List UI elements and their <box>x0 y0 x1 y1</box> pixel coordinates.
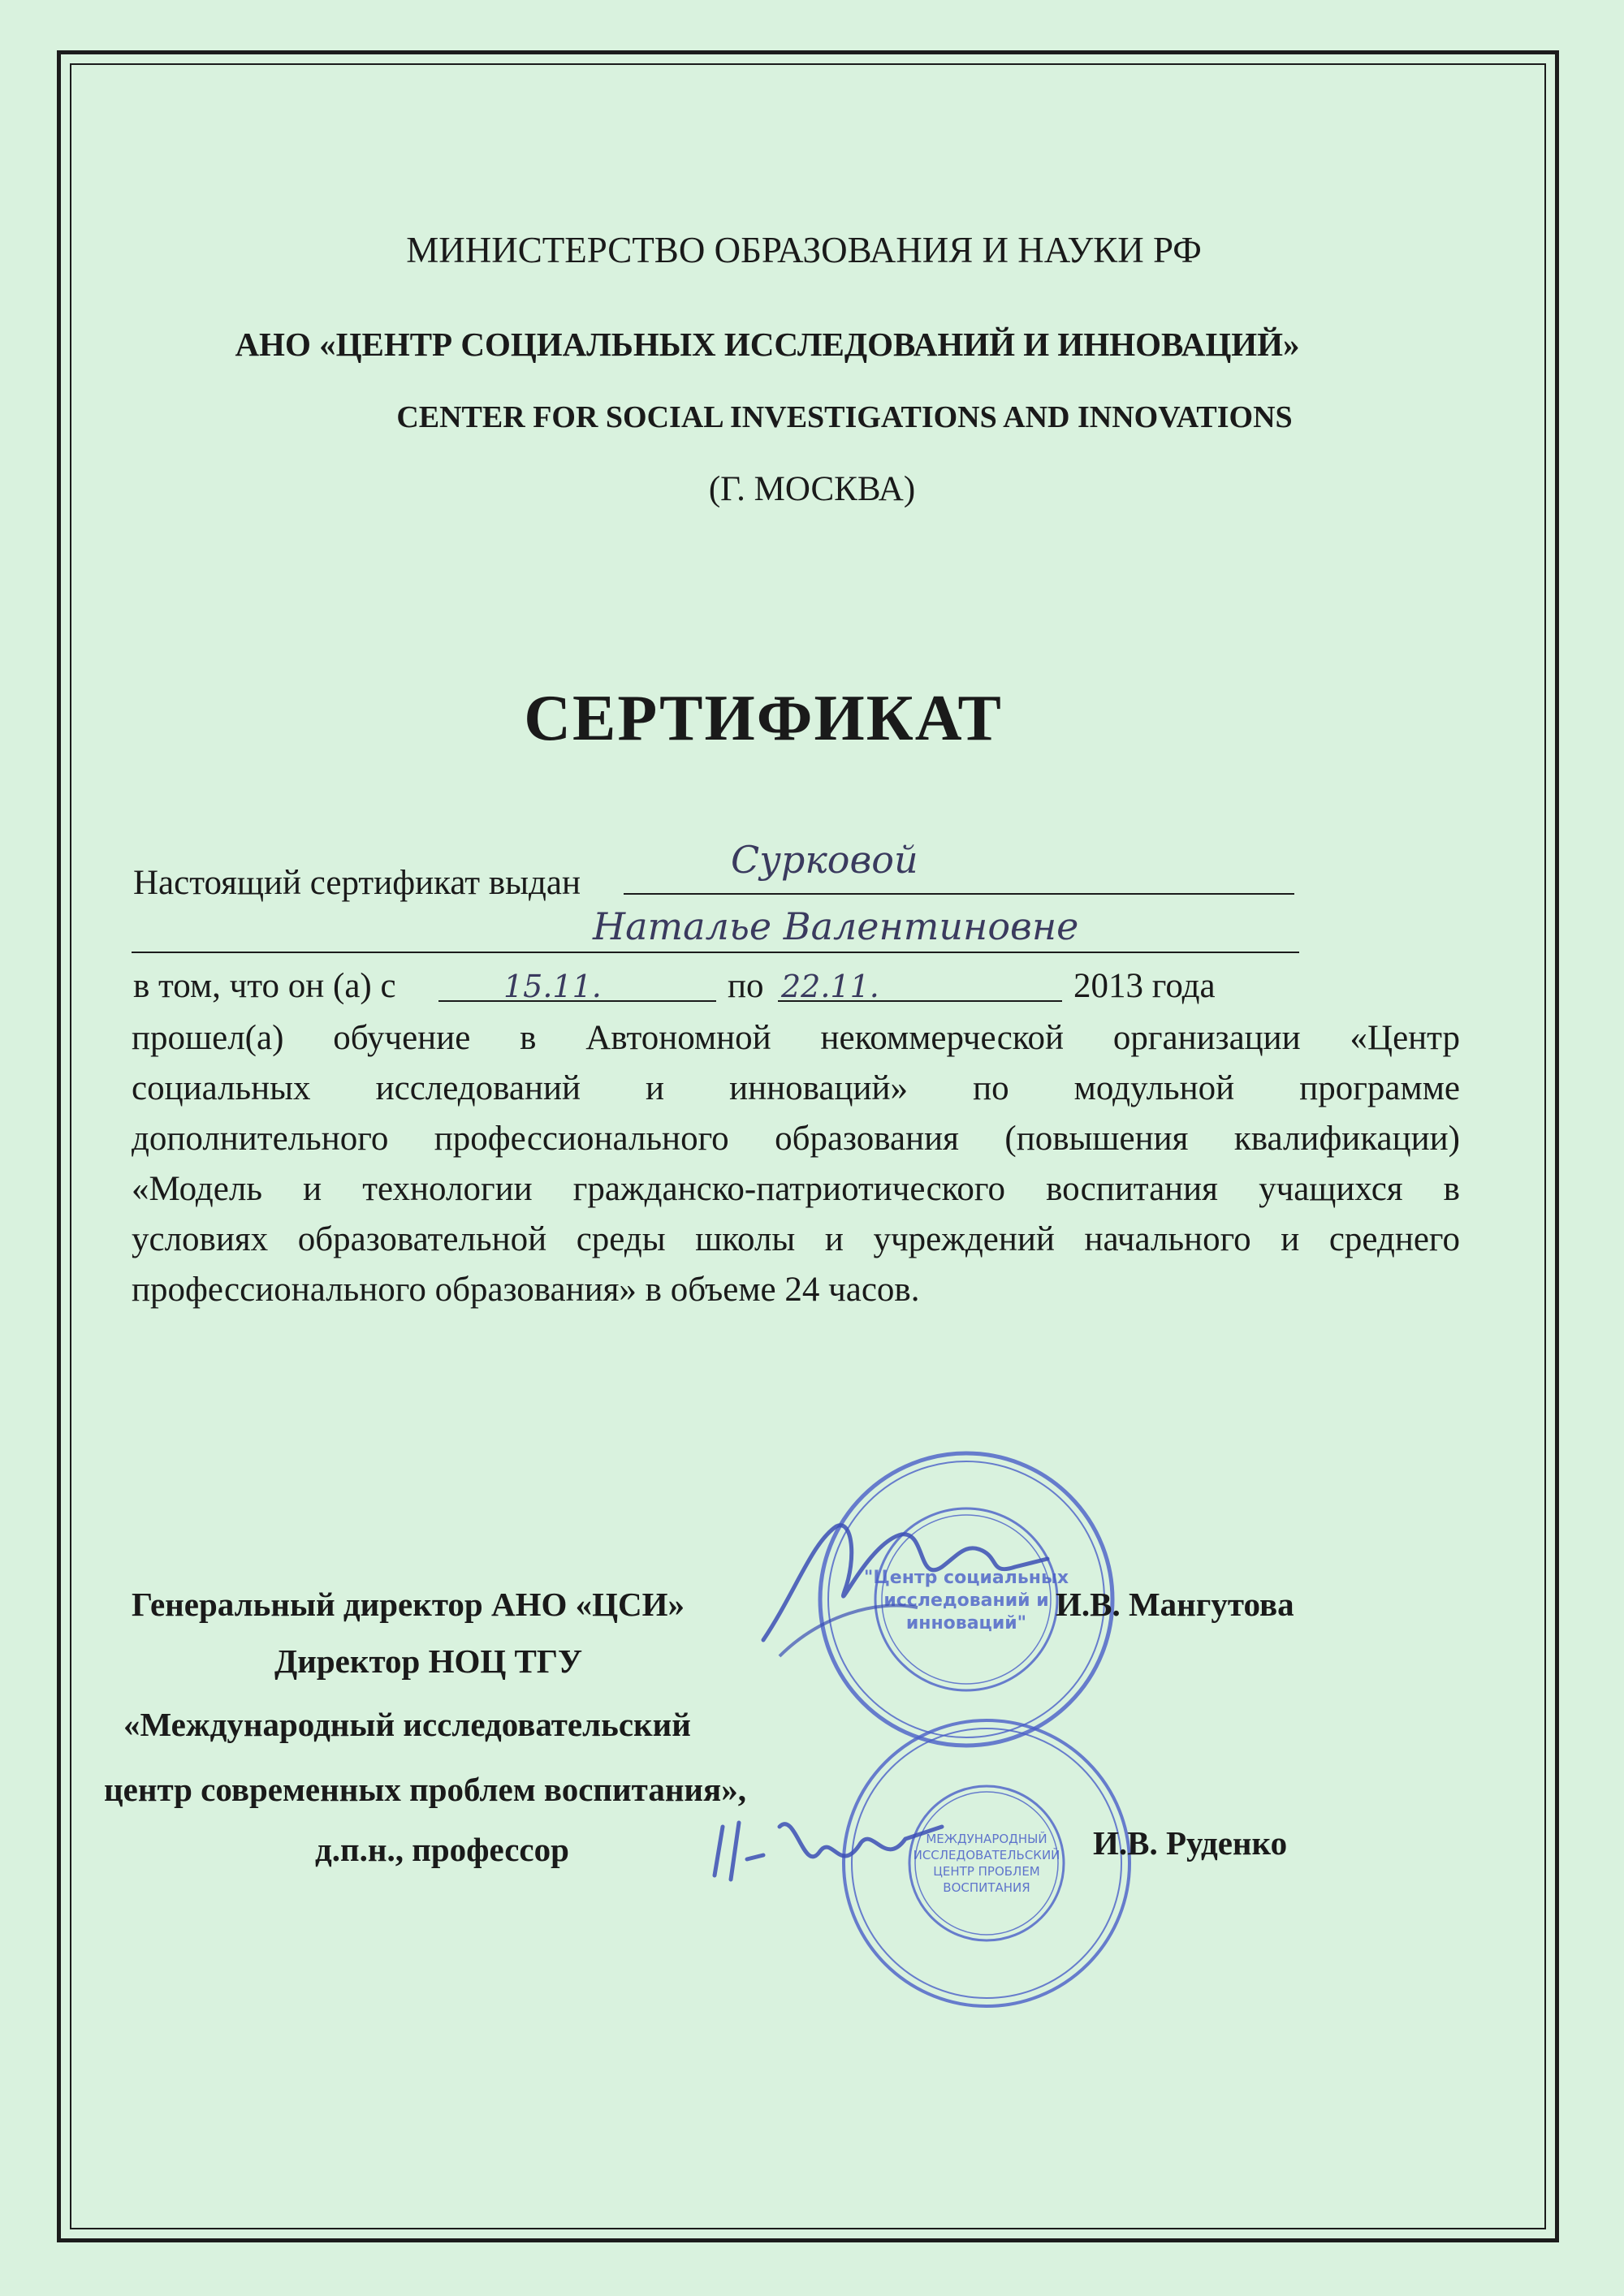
body-line-2: социальных исследований и инноваций» по модульной программе <box>132 1069 1460 1107</box>
body-line-4: «Модель и технологии гражданско-патриотического воспитания учащихся в <box>132 1170 1460 1208</box>
svg-text:ЦЕНТР ПРОБЛЕМ: ЦЕНТР ПРОБЛЕМ <box>933 1864 1040 1879</box>
director-title: Генеральный директор АНО «ЦСИ» <box>132 1586 685 1623</box>
recipient-name: Наталье Валентиновне <box>593 904 1079 948</box>
director-name: И.В. Мангутова <box>1056 1586 1294 1623</box>
recipient-surname: Сурковой <box>731 838 918 882</box>
period-mid: по <box>728 967 764 1005</box>
period-prefix: в том, что он (а) с <box>133 967 396 1005</box>
body-line-3: дополнительного профессионального образования (повышения квалификации) <box>132 1120 1460 1158</box>
period-suffix: 2013 года <box>1073 967 1216 1005</box>
city-heading: (Г. МОСКВА) <box>708 470 916 508</box>
second-signer-title-1: Директор НОЦ ТГУ <box>274 1642 583 1680</box>
date-to: 22.11. <box>781 969 879 1004</box>
date-from: 15.11. <box>503 969 602 1004</box>
svg-text:инноваций": инноваций" <box>905 1613 1027 1634</box>
certificate-title: СЕРТИФИКАТ <box>524 683 1003 754</box>
name-underline <box>132 952 1299 953</box>
director-signature <box>747 1494 1056 1672</box>
second-signer-title-4: д.п.н., профессор <box>315 1831 569 1868</box>
second-signer-title-2: «Международный исследовательский <box>123 1706 691 1743</box>
svg-text:ИССЛЕДОВАТЕЛЬСКИЙ: ИССЛЕДОВАТЕЛЬСКИЙ <box>913 1848 1060 1862</box>
body-line-5: условиях образовательной среды школы и учреждений начального и среднего <box>132 1220 1460 1258</box>
issued-label: Настоящий сертификат выдан <box>133 864 581 902</box>
surname-underline <box>624 893 1294 895</box>
organization-heading: АНО «ЦЕНТР СОЦИАЛЬНЫХ ИССЛЕДОВАНИЙ И ИННОВАЦИЙ» <box>235 326 1300 363</box>
svg-text:МЕЖДУНАРОДНЫЙ: МЕЖДУНАРОДНЫЙ <box>926 1832 1047 1846</box>
ministry-heading: МИНИСТЕРСТВО ОБРАЗОВАНИЯ И НАУКИ РФ <box>406 230 1202 270</box>
body-line-1: прошел(а) обучение в Автономной некоммерческой организации «Центр <box>132 1019 1460 1057</box>
organization-english: CENTER FOR SOCIAL INVESTIGATIONS AND INNOVATIONS <box>396 400 1293 434</box>
second-signer-title-3: центр современных проблем воспитания», <box>104 1771 746 1808</box>
svg-text:ВОСПИТАНИЯ: ВОСПИТАНИЯ <box>943 1880 1030 1895</box>
body-line-6: профессионального образования» в объеме 24 часов. <box>132 1271 920 1309</box>
second-signer-name: И.В. Руденко <box>1093 1824 1288 1862</box>
svg-text:"Центр социальных: "Центр социальных <box>863 1568 1069 1588</box>
svg-text:исследований и: исследований и <box>883 1590 1049 1611</box>
